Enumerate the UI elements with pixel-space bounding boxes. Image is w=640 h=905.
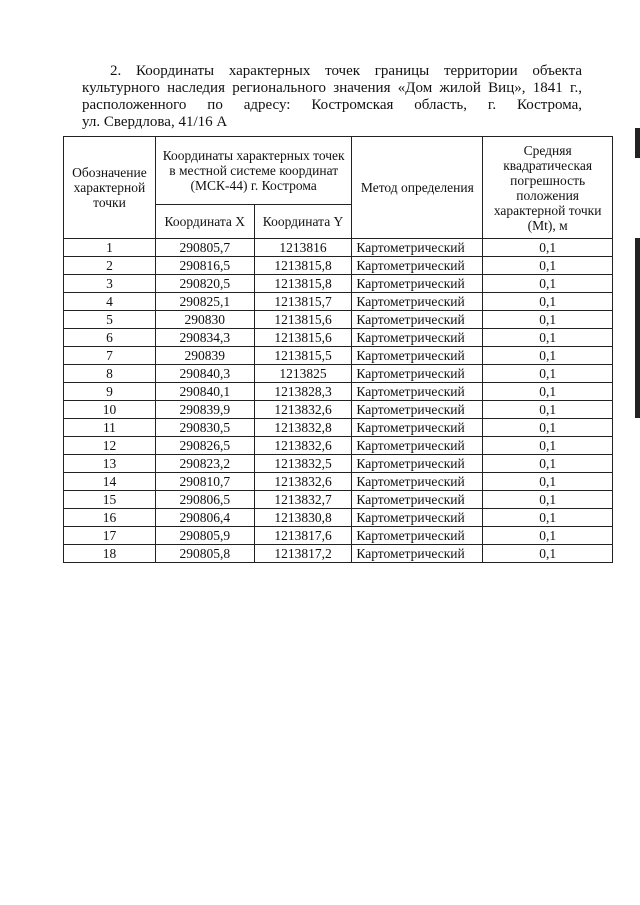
header-y: Координата Y <box>254 205 352 239</box>
cell-error: 0,1 <box>483 545 613 563</box>
header-coords-group: Координаты характерных точек в местной системе координат (МСК-44) г. Кострома <box>155 137 352 205</box>
cell-point-number: 2 <box>64 257 156 275</box>
table-row <box>64 545 613 563</box>
header-x: Координата X <box>155 205 254 239</box>
cell-method: Картометрический <box>352 419 483 437</box>
cell-point-number: 4 <box>64 293 156 311</box>
table-row <box>64 401 613 419</box>
cell-error: 0,1 <box>483 383 613 401</box>
cell-coordinate-x: 290825,1 <box>155 293 254 311</box>
table-row <box>64 347 613 365</box>
cell-method: Картометрический <box>352 365 483 383</box>
cell-point-number: 1 <box>64 239 156 257</box>
table-row <box>64 509 613 527</box>
cell-error: 0,1 <box>483 419 613 437</box>
table-row <box>64 275 613 293</box>
cell-coordinate-x: 290805,8 <box>155 545 254 563</box>
cell-point-number: 9 <box>64 383 156 401</box>
cell-method: Картометрический <box>352 239 483 257</box>
cell-method: Картометрический <box>352 347 483 365</box>
cell-coordinate-y: 1213817,2 <box>254 545 352 563</box>
table-row <box>64 257 613 275</box>
cell-coordinate-y: 1213825 <box>254 365 352 383</box>
cell-coordinate-x: 290823,2 <box>155 455 254 473</box>
cell-coordinate-y: 1213832,8 <box>254 419 352 437</box>
cell-coordinate-y: 1213815,7 <box>254 293 352 311</box>
table-row <box>64 419 613 437</box>
cell-coordinate-y: 1213832,6 <box>254 401 352 419</box>
cell-point-number: 10 <box>64 401 156 419</box>
cell-coordinate-x: 290805,7 <box>155 239 254 257</box>
cell-coordinate-y: 1213815,5 <box>254 347 352 365</box>
cell-error: 0,1 <box>483 401 613 419</box>
cell-coordinate-y: 1213815,8 <box>254 257 352 275</box>
cell-point-number: 8 <box>64 365 156 383</box>
cell-error: 0,1 <box>483 509 613 527</box>
header-error: Средняя квадратическая погрешность положения характерной точки (Mt), м <box>483 137 613 239</box>
table-row <box>64 383 613 401</box>
cell-point-number: 14 <box>64 473 156 491</box>
cell-point-number: 12 <box>64 437 156 455</box>
cell-coordinate-x: 290839 <box>155 347 254 365</box>
cell-coordinate-x: 290820,5 <box>155 275 254 293</box>
cell-point-number: 11 <box>64 419 156 437</box>
intro-line-2: культурного наследия регионального значения «Дом жилой Виц», 1841 г., <box>82 80 582 96</box>
cell-coordinate-x: 290830,5 <box>155 419 254 437</box>
cell-method: Картометрический <box>352 401 483 419</box>
cell-error: 0,1 <box>483 239 613 257</box>
intro-line-1: 2. Координаты характерных точек границы территории объекта <box>110 63 582 79</box>
cell-point-number: 6 <box>64 329 156 347</box>
cell-coordinate-y: 1213832,6 <box>254 437 352 455</box>
cell-point-number: 17 <box>64 527 156 545</box>
cell-point-number: 7 <box>64 347 156 365</box>
cell-method: Картометрический <box>352 293 483 311</box>
cell-point-number: 16 <box>64 509 156 527</box>
table-row <box>64 455 613 473</box>
cell-error: 0,1 <box>483 293 613 311</box>
table-row <box>64 365 613 383</box>
cell-error: 0,1 <box>483 275 613 293</box>
cell-coordinate-y: 1213815,8 <box>254 275 352 293</box>
cell-method: Картометрический <box>352 455 483 473</box>
cell-error: 0,1 <box>483 437 613 455</box>
cell-coordinate-x: 290840,1 <box>155 383 254 401</box>
cell-coordinate-y: 1213816 <box>254 239 352 257</box>
cell-method: Картометрический <box>352 257 483 275</box>
cell-error: 0,1 <box>483 311 613 329</box>
cell-method: Картометрический <box>352 527 483 545</box>
cell-coordinate-x: 290806,5 <box>155 491 254 509</box>
cell-point-number: 3 <box>64 275 156 293</box>
cell-coordinate-x: 290810,7 <box>155 473 254 491</box>
cell-coordinate-y: 1213830,8 <box>254 509 352 527</box>
intro-line-4: ул. Свердлова, 41/16 А <box>82 114 228 130</box>
table-row <box>64 239 613 257</box>
table-row <box>64 437 613 455</box>
cell-coordinate-y: 1213828,3 <box>254 383 352 401</box>
cell-coordinate-x: 290830 <box>155 311 254 329</box>
cell-method: Картометрический <box>352 311 483 329</box>
cell-coordinate-y: 1213832,5 <box>254 455 352 473</box>
cell-point-number: 5 <box>64 311 156 329</box>
cell-coordinate-x: 290806,4 <box>155 509 254 527</box>
table-row <box>64 311 613 329</box>
scan-edge-mark <box>635 128 640 158</box>
cell-method: Картометрический <box>352 509 483 527</box>
cell-method: Картометрический <box>352 437 483 455</box>
cell-point-number: 13 <box>64 455 156 473</box>
cell-coordinate-y: 1213832,6 <box>254 473 352 491</box>
coordinates-table <box>63 136 613 563</box>
cell-method: Картометрический <box>352 545 483 563</box>
table-row <box>64 491 613 509</box>
table-row <box>64 293 613 311</box>
cell-error: 0,1 <box>483 491 613 509</box>
cell-coordinate-x: 290839,9 <box>155 401 254 419</box>
header-method: Метод определения <box>352 137 483 239</box>
cell-method: Картометрический <box>352 329 483 347</box>
cell-error: 0,1 <box>483 527 613 545</box>
cell-error: 0,1 <box>483 257 613 275</box>
cell-coordinate-y: 1213832,7 <box>254 491 352 509</box>
cell-coordinate-y: 1213815,6 <box>254 329 352 347</box>
cell-error: 0,1 <box>483 347 613 365</box>
cell-coordinate-x: 290816,5 <box>155 257 254 275</box>
intro-paragraph <box>82 63 582 131</box>
table-row <box>64 527 613 545</box>
cell-coordinate-x: 290805,9 <box>155 527 254 545</box>
table-body <box>64 239 613 563</box>
table-row <box>64 329 613 347</box>
cell-point-number: 18 <box>64 545 156 563</box>
cell-coordinate-x: 290826,5 <box>155 437 254 455</box>
table-row <box>64 473 613 491</box>
cell-error: 0,1 <box>483 365 613 383</box>
cell-method: Картометрический <box>352 473 483 491</box>
cell-point-number: 15 <box>64 491 156 509</box>
cell-error: 0,1 <box>483 473 613 491</box>
cell-error: 0,1 <box>483 455 613 473</box>
cell-coordinate-y: 1213815,6 <box>254 311 352 329</box>
cell-method: Картометрический <box>352 491 483 509</box>
cell-method: Картометрический <box>352 275 483 293</box>
cell-coordinate-x: 290834,3 <box>155 329 254 347</box>
intro-line-3: расположенного по адресу: Костромская область, г. Кострома, <box>82 97 582 113</box>
scan-edge-mark <box>635 238 640 418</box>
header-point: Обозначение характерной точки <box>64 137 156 239</box>
cell-method: Картометрический <box>352 383 483 401</box>
cell-error: 0,1 <box>483 329 613 347</box>
cell-coordinate-x: 290840,3 <box>155 365 254 383</box>
cell-coordinate-y: 1213817,6 <box>254 527 352 545</box>
